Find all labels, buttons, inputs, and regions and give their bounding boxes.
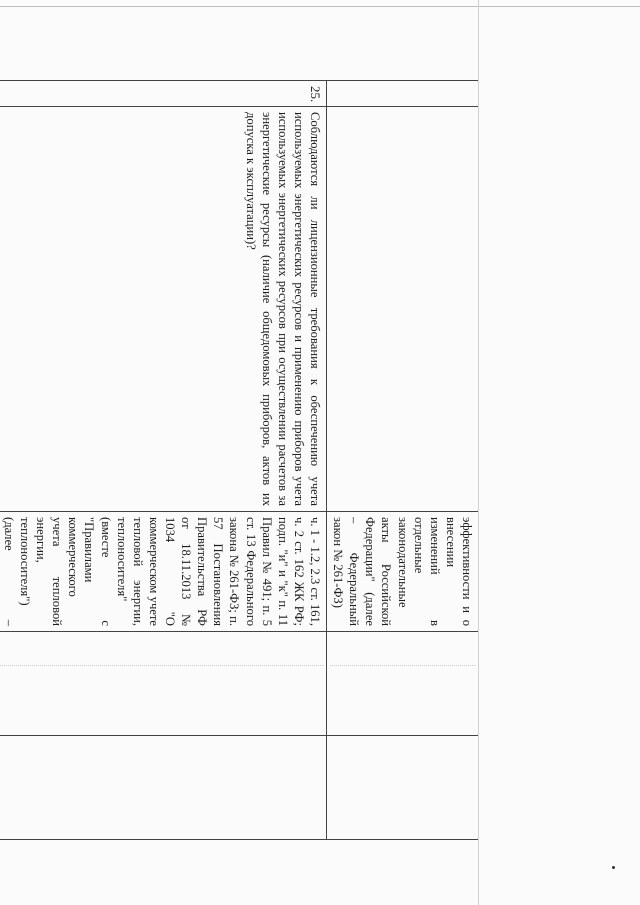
- legal-reference-cell: ч. 1 - 1.2, 2.3 ст. 161, ч. 2 ст. 162 ЖК РФ; подп. "и" и "к" п. 11 Правил № 491; п. 5 ст. 13 Федерального закона № 261-ФЗ; п. 57 Постановления Правительства РФ от 18.11.2013 № 1034 "О коммерческом учете тепловой энергии, теплоносителя" (вместе с "Правилами коммерческого учета тепловой энергии, теплоносителя") (далее –: [0, 512, 327, 632]
- scan-speck: [612, 866, 615, 869]
- scan-page-edge: [0, 0, 640, 7]
- answer-cell: [0, 632, 327, 736]
- scan-fold-line: [478, 0, 479, 905]
- row-number: 25.: [0, 81, 327, 107]
- question-cell: [327, 107, 478, 512]
- answer-cell: [327, 632, 478, 736]
- notes-cell: [0, 736, 327, 840]
- table-row: [0, 81, 327, 840]
- checklist-table: [0, 80, 478, 840]
- question-cell: Соблюдаются ли лицензионные требования к обеспечению учета используемых энергетических ресурсов и применению приборов учета используемых энергетических ресурсов при осуществлении расчетов за энергетические ресурсы (наличие общедомовых приборов, актов их допуска к эксплуатации)?: [0, 107, 327, 512]
- notes-cell: [327, 736, 478, 840]
- legal-reference-cell: эффективности и о внесении изменений в отдельные законодательные акты Российской Федерации" (далее – Федеральный закон № 261-ФЗ): [327, 512, 478, 632]
- row-number: [327, 81, 478, 107]
- table-row: [327, 81, 478, 840]
- rotated-checklist-sheet: [1, 80, 478, 840]
